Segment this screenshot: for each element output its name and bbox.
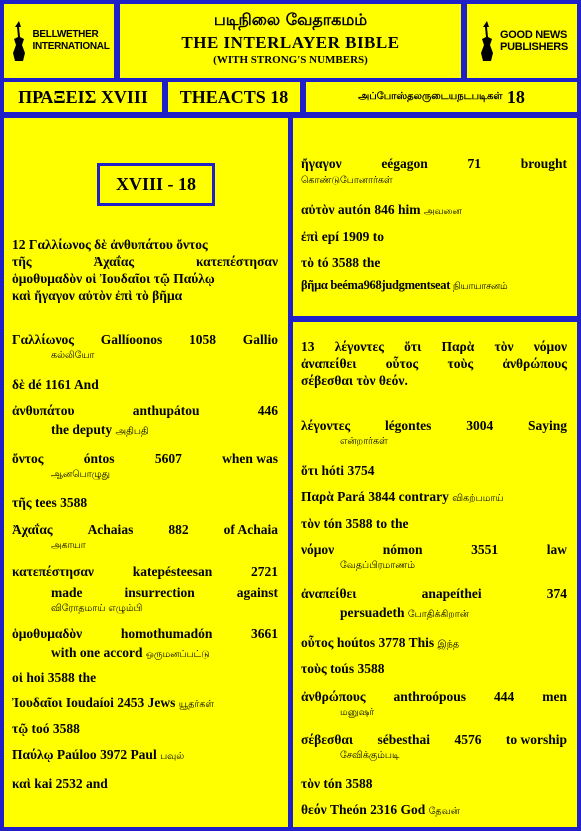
word-entry xyxy=(12,450,278,467)
tamil-gloss: யூதர்கள் xyxy=(178,699,214,710)
greek-word: ὁμοθυμαδὸν xyxy=(12,626,83,641)
verse-12-line: ὁμοθυμαδὸν οἱ Ἰουδαῖοι τῷ Παύλῳ xyxy=(12,271,215,286)
logo-left-line1: BELLWETHER xyxy=(32,29,99,40)
greek-word: ἐπὶ xyxy=(301,229,319,244)
transliteration: anapeíthei xyxy=(421,586,482,601)
strongs-number: 3588 xyxy=(331,255,359,270)
tamil-gloss: ஒருமனப்பட்டு xyxy=(145,649,210,660)
strongs-number: 4576 xyxy=(454,732,482,747)
greek-word: θεόν xyxy=(301,802,327,817)
english-gloss: when was xyxy=(222,451,278,466)
greek-word: αὐτὸν xyxy=(301,202,335,217)
english-gloss: And xyxy=(73,377,99,392)
english-gloss: brought xyxy=(520,156,567,171)
english-gloss: God xyxy=(400,802,426,817)
logo-right-line1: GOOD NEWS xyxy=(500,29,568,41)
word-entry xyxy=(301,660,384,677)
word-entry xyxy=(12,625,278,642)
english-gloss: the xyxy=(362,255,381,270)
tamil-gloss: விரோதமாய் எழும்பி xyxy=(51,603,143,614)
word-entry xyxy=(301,634,459,653)
greek-word: τῆς xyxy=(12,495,32,510)
strongs-number: 1161 xyxy=(45,377,72,392)
word-entry xyxy=(301,515,409,532)
transliteration: Theón xyxy=(329,802,367,817)
logo-left-line2: INTERNATIONAL xyxy=(32,41,110,52)
strongs-number: 3844 xyxy=(368,489,396,504)
word-entry xyxy=(301,277,507,295)
word-entry xyxy=(301,417,567,434)
english-gloss: him xyxy=(397,202,421,217)
greek-book-header xyxy=(4,82,162,112)
transliteration: katepésteesan xyxy=(132,564,213,579)
english-book-header xyxy=(168,82,300,112)
strongs-number: 374 xyxy=(546,586,567,601)
greek-word: Γαλλίωνος xyxy=(12,332,74,347)
tamil-gloss: அவனை xyxy=(423,206,462,217)
greek-book-title: ΠΡΑΞΕΙΣ XVIII xyxy=(18,86,148,107)
greek-word: ἀνθρώπους xyxy=(301,689,366,704)
word-entry xyxy=(12,775,108,792)
greek-word: καὶ xyxy=(12,776,31,791)
strongs-number: 5607 xyxy=(154,451,182,466)
strongs-number: 3588 xyxy=(357,661,385,676)
transliteration: légontes xyxy=(384,418,432,433)
word-entry xyxy=(12,376,99,393)
transliteration: kai xyxy=(34,776,53,791)
english-gloss: This xyxy=(408,635,435,650)
word-entry xyxy=(12,331,278,348)
greek-word: σέβεσθαι xyxy=(301,732,354,747)
word-entry xyxy=(301,585,567,602)
greek-word: δὲ xyxy=(12,377,25,392)
strongs-number: 3551 xyxy=(471,542,499,557)
transliteration: sébesthai xyxy=(377,732,431,747)
word-entry xyxy=(12,694,214,713)
greek-word: τὸ xyxy=(301,255,314,270)
english-gloss: to xyxy=(372,229,384,244)
tamil-gloss: சேவிக்கும்படி xyxy=(340,750,400,761)
strongs-number: 3588 xyxy=(47,670,75,685)
greek-word: Παύλῳ xyxy=(12,747,54,762)
tamil-book-title: அப்போஸ்தலருடையநடபடிகள் xyxy=(358,91,503,102)
strongs-number: 3754 xyxy=(347,463,375,478)
english-gloss-text: persuadeth xyxy=(340,605,405,620)
transliteration: Paúloo xyxy=(56,747,97,762)
transliteration: tón xyxy=(323,776,343,791)
word-entry xyxy=(12,669,96,686)
bellwether-logo xyxy=(4,4,114,78)
tamil-gloss: மனுஷர் xyxy=(340,707,375,718)
title-tamil: படிநிலை வேதாகமம் xyxy=(213,10,368,29)
title-english: THE INTERLAYER BIBLE xyxy=(181,33,400,52)
tamil-gloss: வேதப்பிரமாணம் xyxy=(340,560,416,571)
transliteration: tó xyxy=(317,255,329,270)
english-gloss-text: with one accord xyxy=(51,645,143,660)
transliteration: óntos xyxy=(83,451,115,466)
tamil-gloss: ஆனபொழுது xyxy=(51,469,111,480)
greek-word: κατεπέστησαν xyxy=(12,564,94,579)
transliteration: Pará xyxy=(337,489,365,504)
strongs-number: 71 xyxy=(467,156,481,171)
word-entry xyxy=(301,462,374,479)
greek-word: ἀνθυπάτου xyxy=(12,403,75,418)
word-entry xyxy=(301,775,373,792)
transliteration: nómon xyxy=(382,542,423,557)
strongs-number: 3778 xyxy=(378,635,406,650)
english-chapter-number: 18 xyxy=(270,86,289,107)
tamil-book-header xyxy=(306,82,577,112)
strongs-number: 3588 xyxy=(345,516,373,531)
title-subtitle: (WITH STRONG'S NUMBERS) xyxy=(213,54,368,66)
english-gloss: Gallio xyxy=(242,332,278,347)
word-entry xyxy=(12,402,278,419)
tamil-gloss: அகாயா xyxy=(51,540,86,551)
strongs-number: 1909 xyxy=(342,229,370,244)
strongs-number: 444 xyxy=(494,689,515,704)
strongs-number: 3972 xyxy=(100,747,128,762)
verse-13-line: ἀναπείθει οὗτος τοὺς ἀνθρώπους xyxy=(301,356,567,371)
verse-12-text xyxy=(12,236,278,304)
word-entry xyxy=(301,155,567,172)
transliteration: Gallíoonos xyxy=(100,332,163,347)
strongs-number: 2532 xyxy=(55,776,83,791)
english-gloss-text: the deputy xyxy=(51,422,113,437)
english-gloss: Jews xyxy=(147,695,176,710)
transliteration: beéma xyxy=(330,278,364,292)
right-bottom-column xyxy=(293,322,577,827)
verse-13-line: 13 λέγοντες ὅτι Παρὰ τὸν νόμον xyxy=(301,339,567,354)
greek-word: τῷ xyxy=(12,721,29,736)
english-gloss: law xyxy=(546,542,567,557)
transliteration: hoi xyxy=(26,670,45,685)
strongs-number: 846 xyxy=(374,202,395,217)
tamil-gloss: அதிபதி xyxy=(115,426,149,437)
word-entry xyxy=(12,521,278,538)
english-book-title: THEACTS xyxy=(179,86,266,107)
greek-word: Ἰουδαῖοι xyxy=(12,695,63,710)
verse-12-line: καὶ ἤγαγον αὐτὸν ἐπὶ τὸ βῆμα xyxy=(12,288,183,303)
english-gloss: made insurrection against xyxy=(51,585,278,600)
transliteration: autón xyxy=(337,202,371,217)
greek-word: Ἀχαΐας xyxy=(12,522,53,537)
word-entry xyxy=(301,488,503,507)
word-entry xyxy=(301,254,380,271)
greek-word: οἱ xyxy=(12,670,23,685)
greek-word: τὸν xyxy=(301,776,321,791)
tamil-gloss: என்றார்கள் xyxy=(340,436,388,447)
transliteration: tón xyxy=(323,516,343,531)
word-entry xyxy=(12,720,80,737)
tamil-gloss: தேவன் xyxy=(428,806,460,817)
english-gloss: contrary xyxy=(398,489,449,504)
greek-word: τὸν xyxy=(301,516,321,531)
transliteration: anthroópous xyxy=(393,689,467,704)
tamil-gloss: இந்த xyxy=(437,639,460,650)
word-entry xyxy=(301,688,567,705)
strongs-number: 3588 xyxy=(60,495,88,510)
english-gloss: of Achaia xyxy=(223,522,278,537)
transliteration: hoútos xyxy=(336,635,376,650)
transliteration: epí xyxy=(321,229,339,244)
transliteration: hóti xyxy=(321,463,345,478)
transliteration: dé xyxy=(28,377,42,392)
word-entry xyxy=(301,228,384,245)
transliteration: Ioudaíoi xyxy=(65,695,114,710)
english-gloss xyxy=(51,421,149,440)
english-gloss: the xyxy=(78,670,97,685)
greek-word: ὄντος xyxy=(12,451,44,466)
tamil-gloss: நியாயாசனம் xyxy=(452,281,508,292)
english-gloss: Saying xyxy=(527,418,567,433)
transliteration: eégagon xyxy=(381,156,428,171)
strongs-number: 3588 xyxy=(345,776,373,791)
transliteration: toús xyxy=(330,661,355,676)
strongs-number: 3661 xyxy=(251,626,278,641)
strongs-number: 2316 xyxy=(370,802,398,817)
english-gloss: to worship xyxy=(505,732,567,747)
english-gloss: men xyxy=(542,689,567,704)
lamb-icon xyxy=(8,19,30,63)
strongs-number: 446 xyxy=(257,403,278,418)
english-gloss xyxy=(340,604,469,623)
greek-word: βῆμα xyxy=(301,278,328,292)
word-entry xyxy=(12,494,87,511)
tamil-gloss: விகற்பமாய் xyxy=(452,493,504,504)
english-gloss: judgmentseat xyxy=(381,278,451,292)
greek-word: νόμον xyxy=(301,542,335,557)
verse-13-text xyxy=(301,338,567,389)
verse-12-line: τῆς Ἀχαΐας κατεπέστησαν xyxy=(12,254,278,269)
word-entry xyxy=(301,801,460,820)
greek-word: ἤγαγον xyxy=(301,156,342,171)
transliteration: toó xyxy=(31,721,50,736)
strongs-number: 1058 xyxy=(188,332,216,347)
greek-word: ὅτι xyxy=(301,463,319,478)
transliteration: Achaias xyxy=(87,522,134,537)
strongs-number: 882 xyxy=(168,522,189,537)
english-gloss: Paul xyxy=(130,747,157,762)
tamil-chapter-number: 18 xyxy=(506,86,525,107)
greek-word: ἀναπείθει xyxy=(301,586,357,601)
english-gloss: to the xyxy=(375,516,409,531)
strongs-number: 968 xyxy=(363,278,382,292)
tamil-gloss: போதிக்கிறான் xyxy=(407,609,469,620)
greek-word: Παρὰ xyxy=(301,489,334,504)
chapter-label: XVIII - 18 xyxy=(97,163,215,206)
word-entry xyxy=(301,731,567,748)
transliteration: homothumadón xyxy=(120,626,213,641)
strongs-number: 2453 xyxy=(117,695,145,710)
verse-13-line: σέβεσθαι τὸν θεόν. xyxy=(301,373,408,388)
word-entry xyxy=(12,563,278,580)
logo-right-line2: PUBLISHERS xyxy=(500,41,568,53)
title-block xyxy=(120,4,461,78)
tamil-gloss: பவுல் xyxy=(160,751,185,762)
transliteration: tees xyxy=(34,495,57,510)
word-entry xyxy=(12,746,184,765)
shepherd-icon xyxy=(476,19,498,63)
word-entry xyxy=(301,541,567,558)
tamil-gloss: கொண்டுபோனார்கள் xyxy=(301,175,393,186)
tamil-gloss: கல்லியோ xyxy=(51,350,95,361)
greek-word: λέγοντες xyxy=(301,418,351,433)
strongs-number: 3588 xyxy=(52,721,80,736)
transliteration: anthupátou xyxy=(132,403,200,418)
verse-12-line: 12 Γαλλίωνος δὲ ἀνθυπάτου ὄντος xyxy=(12,237,208,252)
good-news-logo xyxy=(467,4,577,78)
word-entry xyxy=(301,201,462,220)
strongs-number: 3004 xyxy=(466,418,494,433)
strongs-number: 2721 xyxy=(251,564,278,579)
english-gloss xyxy=(51,644,210,663)
greek-word: οὗτος xyxy=(301,635,334,650)
greek-word: τοὺς xyxy=(301,661,327,676)
english-gloss: and xyxy=(85,776,108,791)
